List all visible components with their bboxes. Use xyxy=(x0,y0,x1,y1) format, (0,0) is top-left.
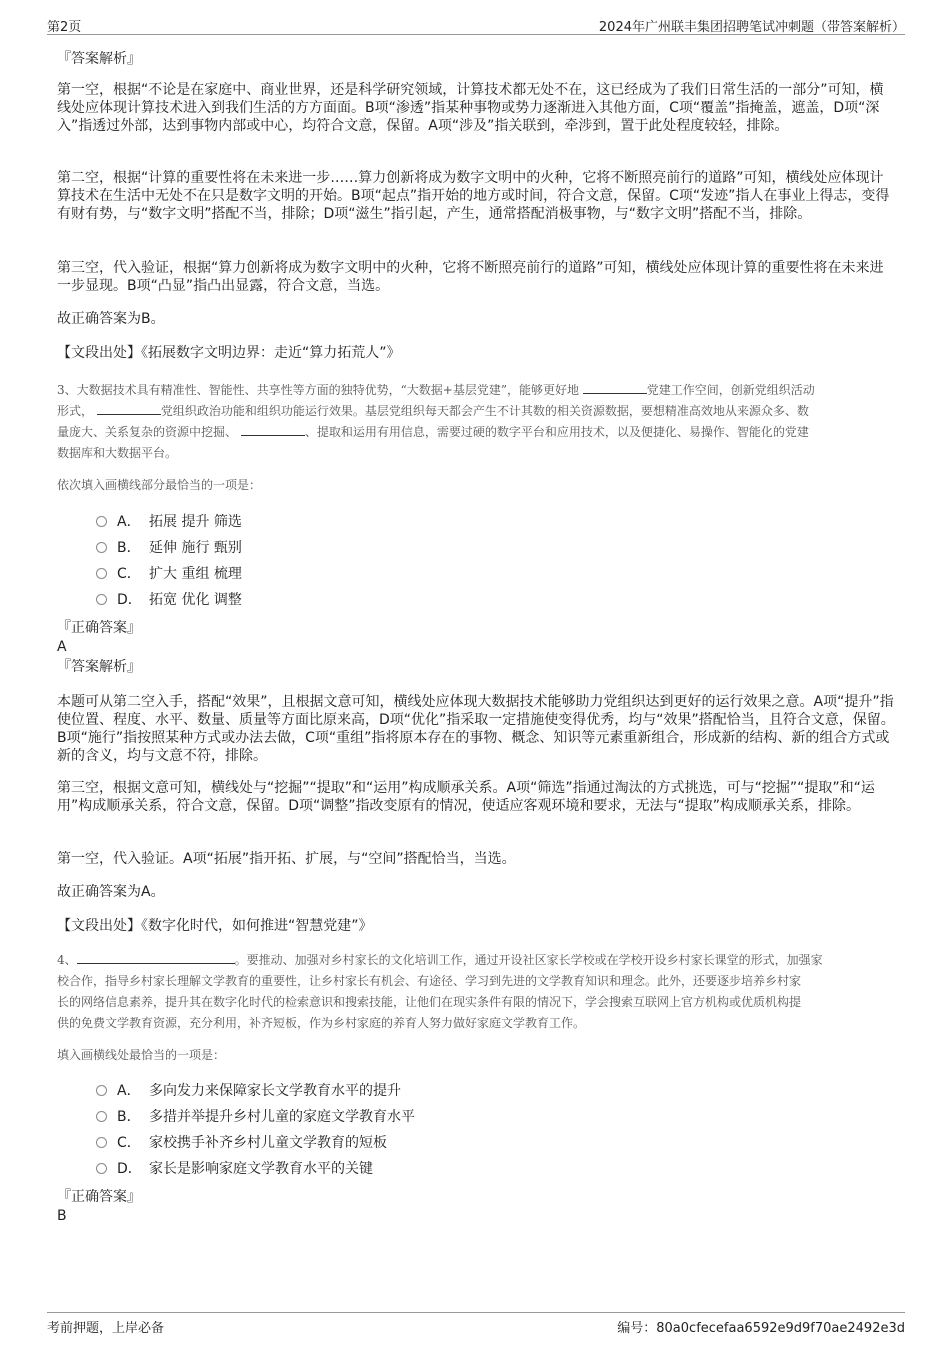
q2-analysis-p3: 第三空，代入验证，根据“算力创新将成为数字文明中的火种，它将不断照亮前行的道路”可知，横线处应体现计算的重要性将在未来进一步显现。B项“凸显”指凸出显露，符合文意，当选。 xyxy=(57,260,884,294)
option-key: C． xyxy=(117,566,141,582)
q3-stem-text: 党组织政治功能和组织功能运行效果。基层党组织每天都会产生不计其数的相关资源数据，要想精准高效地从来源众多、数 xyxy=(160,404,809,418)
radio-icon[interactable] xyxy=(96,1111,107,1122)
q4-blank xyxy=(77,950,235,964)
q3-stem-text: 数据库和大数据平台。 xyxy=(57,446,178,460)
page-header xyxy=(47,14,905,35)
q4-answer-label: 『正确答案』 xyxy=(57,1189,141,1205)
q4-option-c[interactable] xyxy=(96,1134,387,1152)
q3-analysis-p3: 第一空，代入验证。A项“拓展”指开拓、扩展，与“空间”搭配恰当，当选。 xyxy=(57,851,516,867)
q2-source: 【文段出处】《拓展数字文明边界：走近“算力拓荒人”》 xyxy=(57,345,401,361)
option-key: D． xyxy=(117,1161,142,1177)
q4-number: 4、 xyxy=(57,953,77,967)
q4-stem-text: 供的免费文学教育资源，充分利用，补齐短板，作为乡村家庭的养育人努力做好家庭文学教育工作。 xyxy=(57,1016,586,1030)
option-text: 拓展 提升 筛选 xyxy=(149,514,242,530)
q3-stem-text: 大数据技术具有精准性、智能性、共享性等方面的独特优势，“大数据+基层党建”，能够更好地 xyxy=(76,383,579,397)
q3-option-d[interactable] xyxy=(96,591,242,609)
option-text: 多向发力来保障家长文学教育水平的提升 xyxy=(149,1083,401,1099)
q4-stem-text: 。要推动、加强对乡村家长的文化培训工作，通过开设社区家长学校或在学校开设乡村家长课堂的形式，加强家 xyxy=(234,953,823,967)
q3-analysis-label: 『答案解析』 xyxy=(57,659,141,675)
q2-analysis-p1: 第一空，根据“不论是在家庭中、商业世界，还是科学研究领域，计算技术都无处不在，这已经成为了我们日常生活的一部分”可知，横线处应体现计算技术进入到我们生活的方方面面。B项“渗透”指某种事物或势力逐渐进入其他方面，C项“覆盖”指掩盖，遮盖，D项“深入”指透过外部，达到事物内部或中心，均符合文意，保留。A项“涉及”指关联到，牵涉到，置于此处程度较轻，排除。 xyxy=(57,82,884,134)
q3-blank-3 xyxy=(241,422,305,436)
radio-icon[interactable] xyxy=(96,1085,107,1096)
document-title: 2024年广州联丰集团招聘笔试冲刺题（带答案解析） xyxy=(598,20,905,35)
option-key: B． xyxy=(117,1109,141,1125)
q4-option-b[interactable] xyxy=(96,1108,415,1126)
q3-stem-text: 量庞大、关系复杂的资源中挖掘、 xyxy=(57,425,238,439)
q2-analysis-label: 『答案解析』 xyxy=(57,51,141,67)
radio-icon[interactable] xyxy=(96,568,107,579)
q3-source: 【文段出处】《数字化时代，如何推进“智慧党建”》 xyxy=(57,918,373,934)
q4-prompt: 填入画横线处最恰当的一项是： xyxy=(57,1048,226,1062)
q4-stem xyxy=(57,950,895,1034)
option-key: B． xyxy=(117,540,141,556)
option-text: 扩大 重组 梳理 xyxy=(149,566,242,582)
footer-code xyxy=(617,1317,905,1336)
q3-stem-text: 形式， xyxy=(57,404,94,418)
q3-stem xyxy=(57,380,895,464)
q3-answer: A xyxy=(57,639,67,655)
q3-answer-label: 『正确答案』 xyxy=(57,620,141,636)
q4-answer: B xyxy=(57,1208,67,1224)
radio-icon[interactable] xyxy=(96,594,107,605)
option-key: C． xyxy=(117,1135,141,1151)
option-text: 多措并举提升乡村儿童的家庭文学教育水平 xyxy=(149,1109,415,1125)
q3-stem-text: 党建工作空间，创新党组织活动 xyxy=(646,383,815,397)
option-text: 延伸 施行 甄别 xyxy=(149,540,242,556)
q3-stem-text: 、提取和运用有用信息，需要过硬的数字平台和应用技术，以及便捷化、易操作、智能化的党建 xyxy=(304,425,809,439)
radio-icon[interactable] xyxy=(96,1163,107,1174)
option-key: A． xyxy=(117,514,141,530)
page-footer xyxy=(47,1312,905,1335)
footer-code-value: 80a0cfecefaa6592e9d9f70ae2492e3d xyxy=(656,1321,905,1336)
radio-icon[interactable] xyxy=(96,1137,107,1148)
q3-option-b[interactable] xyxy=(96,539,242,557)
option-key: D． xyxy=(117,592,142,608)
q3-option-c[interactable] xyxy=(96,565,242,583)
q3-blank-1 xyxy=(583,380,647,394)
q4-option-d[interactable] xyxy=(96,1160,373,1178)
q2-conclusion: 故正确答案为B。 xyxy=(57,311,165,327)
footer-code-label: 编号： xyxy=(617,1321,657,1336)
option-key: A． xyxy=(117,1083,141,1099)
q3-number: 3、 xyxy=(57,383,77,397)
q4-stem-text: 长的网络信息素养，提升其在数字化时代的检索意识和搜索技能，让他们在现实条件有限的情况下，学会搜索互联网上官方机构或优质机构提 xyxy=(57,995,802,1009)
q4-stem-text: 校合作，指导乡村家长理解文学教育的重要性，让乡村家长有机会、有途径、学习到先进的文学教育知识和理念。此外，还要逐步培养乡村家 xyxy=(57,974,802,988)
option-text: 拓宽 优化 调整 xyxy=(149,592,242,608)
footer-slogan: 考前押题，上岸必备 xyxy=(47,1321,165,1336)
q3-blank-2 xyxy=(97,401,161,415)
option-text: 家校携手补齐乡村儿童文学教育的短板 xyxy=(149,1135,387,1151)
option-text: 家长是影响家庭文学教育水平的关键 xyxy=(149,1161,373,1177)
page-number: 第2页 xyxy=(47,20,82,35)
radio-icon[interactable] xyxy=(96,516,107,527)
q3-option-a[interactable] xyxy=(96,513,242,531)
q4-option-a[interactable] xyxy=(96,1082,401,1100)
q3-analysis-p1: 本题可从第二空入手，搭配“效果”，且根据文意可知，横线处应体现大数据技术能够助力党组织达到更好的运行效果之意。A项“提升”指使位置、程度、水平、数量、质量等方面比原来高，D项“优化”指采取一定措施使变得优秀，均与“效果”搭配恰当，且符合文意，保留。B项“施行”指按照某种方式或办法去做，C项“重组”指将原本存在的事物、概念、知识等元素重新组合，形成新的结构、新的组合方式或新的含义，均与文意不符，排除。 xyxy=(57,694,895,764)
radio-icon[interactable] xyxy=(96,542,107,553)
q3-analysis-p2: 第三空，根据文意可知，横线处与“挖掘”“提取”和“运用”构成顺承关系。A项“筛选”指通过淘汰的方式挑选，可与“挖掘”“提取”和“运用”构成顺承关系，符合文意，保留。D项“调整”指改变原有的情况，使适应客观环境和要求，无法与“提取”构成顺承关系，排除。 xyxy=(57,780,875,814)
q2-analysis-p2: 第二空，根据“计算的重要性将在未来进一步……算力创新将成为数字文明中的火种，它将不断照亮前行的道路”可知，横线处应体现计算技术在生活中无处不在只是数字文明的开始。B项“起点”指开始的地方或时间，符合文意，保留。C项“发迹”指人在事业上得志，变得有财有势，与“数字文明”搭配不当，排除；D项“滋生”指引起，产生，通常搭配消极事物，与“数字文明”搭配不当，排除。 xyxy=(57,170,890,222)
q3-prompt: 依次填入画横线部分最恰当的一项是： xyxy=(57,478,262,492)
q3-conclusion: 故正确答案为A。 xyxy=(57,884,165,900)
